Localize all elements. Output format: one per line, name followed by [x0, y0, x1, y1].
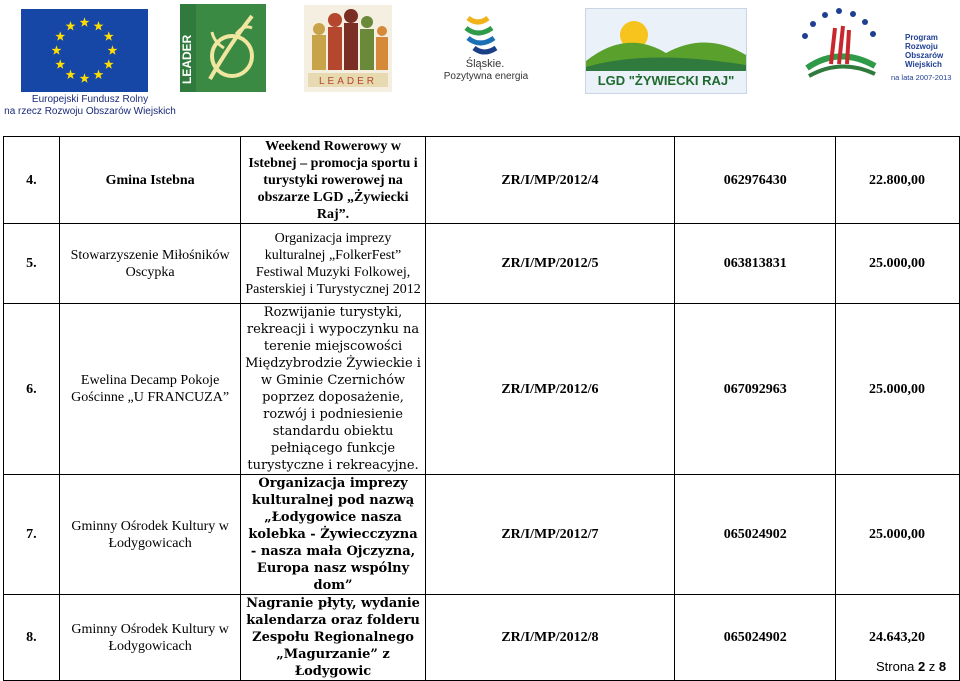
slaskie-slogan: Pozytywna energia — [443, 71, 529, 82]
current-page: 2 — [917, 659, 926, 674]
registration-number: 062976430 — [675, 137, 836, 224]
lgd-name-text: LGD "ŻYWIECKI RAJ" — [597, 73, 735, 88]
grant-amount: 24.643,20 — [836, 595, 960, 681]
beneficiary-name: Gmina Istebna — [59, 137, 241, 224]
grant-amount: 22.800,00 — [836, 137, 960, 224]
eu-star-icon — [94, 70, 104, 79]
page-label: Strona — [876, 659, 915, 674]
beneficiary-name: Gminny Ośrodek Kultury w Łodygowicach — [59, 475, 241, 595]
grant-list-table — [3, 136, 960, 681]
page-of: z — [928, 659, 936, 674]
registration-number: 065024902 — [675, 595, 836, 681]
prow-stars-icon — [802, 8, 876, 39]
application-code: ZR/I/MP/2012/7 — [425, 475, 675, 595]
eu-caption-line1: Europejski Fundusz Rolny — [31, 94, 149, 105]
grant-amount: 25.000,00 — [836, 475, 960, 595]
prow-line4: Wiejskich — [905, 60, 942, 69]
beneficiary-name: Ewelina Decamp Pokoje Gościnne „U FRANCUZA” — [59, 304, 241, 475]
prow-line3: Obszarów — [905, 51, 944, 60]
eu-star-icon — [66, 70, 76, 79]
eu-star-icon — [55, 59, 65, 68]
eu-star-icon — [80, 17, 90, 26]
table-row — [4, 304, 960, 475]
application-code: ZR/I/MP/2012/6 — [425, 304, 675, 475]
lgd-zywiecki-raj-logo — [585, 8, 747, 94]
registration-number: 063813831 — [675, 224, 836, 304]
prow-line5: na lata 2007-2013 — [891, 73, 952, 82]
row-number: 6. — [4, 304, 60, 475]
application-code: ZR/I/MP/2012/5 — [425, 224, 675, 304]
eu-star-icon — [80, 73, 90, 82]
row-number: 4. — [4, 137, 60, 224]
table-row — [4, 475, 960, 595]
leader-people-logo — [304, 5, 392, 92]
application-code: ZR/I/MP/2012/8 — [425, 595, 675, 681]
table-row — [4, 595, 960, 681]
grant-amount: 25.000,00 — [836, 304, 960, 475]
eu-star-icon — [94, 21, 104, 30]
row-number: 8. — [4, 595, 60, 681]
project-title: Nagranie płyty, wydanie kalendarza oraz folderu Zespołu Regionalnego „Magurzanie” z Łodygowic — [241, 595, 425, 681]
eu-star-icon — [104, 31, 114, 40]
slaskie-name: Śląskie. — [465, 58, 505, 70]
eu-star-icon — [55, 31, 65, 40]
beneficiary-name: Gminny Ośrodek Kultury w Łodygowicach — [59, 595, 241, 681]
eu-star-icon — [52, 45, 62, 54]
eu-star-icon — [108, 45, 118, 54]
eu-star-icon — [104, 59, 114, 68]
eu-flag-logo — [21, 9, 148, 92]
project-title: Organizacja imprezy kulturalnej „FolkerFest” Festiwal Muzyki Folkowej, Pasterskiej i Turystycznej 2012 — [241, 224, 425, 304]
registration-number: 067092963 — [675, 304, 836, 475]
registration-number: 065024902 — [675, 475, 836, 595]
project-title: Rozwijanie turystyki, rekreacji i wypoczynku na terenie miejscowości Międzybrodzie Żywieckie i w Gminie Czernichów poprzez doposażenie, rozwój i podniesienie standardu obiektu pełniącego funkcje turystyczne i rekreacyjne. — [241, 304, 425, 475]
eu-caption-line2: na rzecz Rozwoju Obszarów Wiejskich — [4, 106, 176, 117]
prow-logo — [795, 6, 952, 88]
leader-tiles-text: LEADER — [318, 76, 378, 87]
prow-line1: Program — [905, 33, 938, 42]
page-counter — [876, 659, 946, 674]
row-number: 5. — [4, 224, 60, 304]
project-title: Weekend Rowerowy w Istebnej – promocja sportu i turystyki rowerowej na obszarze LGD „Żywiecki Raj”. — [241, 137, 425, 224]
row-number: 7. — [4, 475, 60, 595]
table-row — [4, 224, 960, 304]
eu-star-icon — [66, 21, 76, 30]
grant-amount: 25.000,00 — [836, 224, 960, 304]
slaskie-waves-icon — [440, 8, 530, 58]
eu-stars-icon — [21, 9, 148, 92]
total-pages: 8 — [938, 659, 947, 674]
leader-logo — [180, 4, 266, 92]
prow-line2: Rozwoju — [905, 42, 938, 51]
project-title: Organizacja imprezy kulturalnej pod nazwą „Łodygowice nasza kolebka - Żywiecczyzna - nasza mała Ojczyzna, Europa nasz wspólny dom” — [241, 475, 425, 595]
beneficiary-name: Stowarzyszenie Miłośników Oscypka — [59, 224, 241, 304]
application-code: ZR/I/MP/2012/4 — [425, 137, 675, 224]
eu-fund-caption — [0, 94, 180, 118]
leader-vertical-text: LEADER — [180, 34, 194, 84]
table-row — [4, 137, 960, 224]
